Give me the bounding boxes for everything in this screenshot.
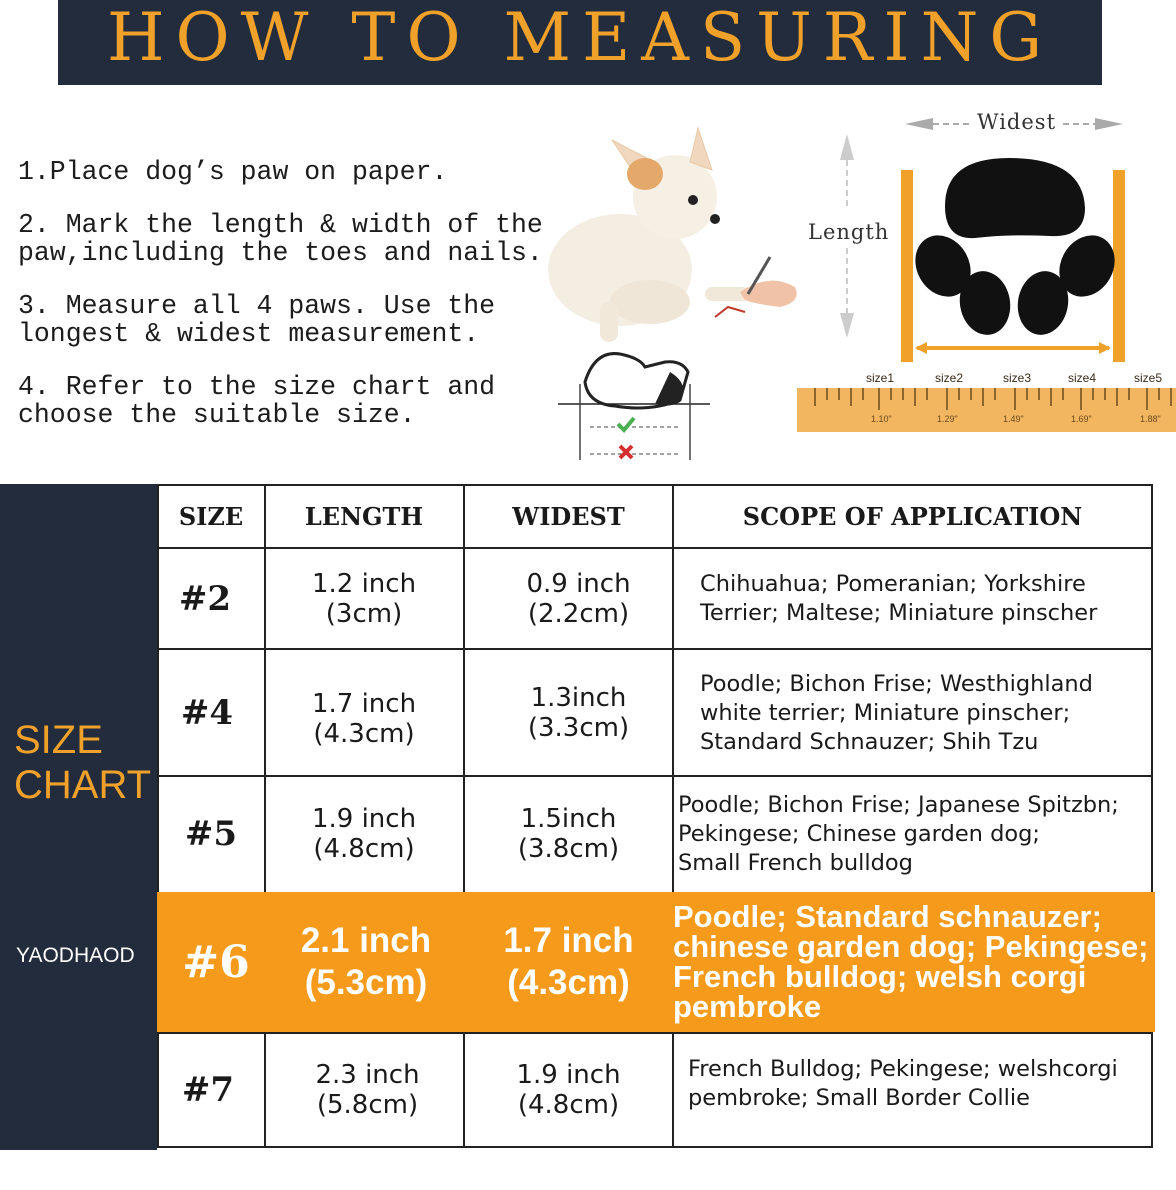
ruler-value: 1.10": [871, 414, 892, 424]
row-widest-6: 1.7 inch (4.3cm): [503, 921, 634, 1002]
table-rule: [157, 1146, 1153, 1148]
row-size-5: #5: [184, 814, 238, 854]
step-2: 2. Mark the length & width of the paw,including the toes and nails.: [18, 210, 543, 268]
table-rule: [1151, 484, 1153, 892]
ruler-size-label: size2: [935, 371, 964, 385]
ruler-value: 1.88": [1140, 414, 1161, 424]
row-length-6: 2.1 inch (5.3cm): [300, 921, 432, 1002]
ruler-value: 1.29": [937, 414, 958, 424]
row-scope-6: Poodle; Standard schnauzer; chinese garden dog; Pekingese; French bulldog; welsh corgi pembroke: [673, 899, 1149, 1024]
row-scope-4: Poodle; Bichon Frise; Westhighland white terrier; Miniature pinscher; Standard Schnauzer; Shih Tzu: [700, 670, 1093, 755]
size-chart-sidebar: [0, 484, 157, 1150]
step-1: 1.Place dog’s paw on paper.: [18, 157, 448, 187]
row-size-4: #4: [180, 693, 234, 733]
row-widest-2: 0.9 inch (2.2cm): [526, 569, 631, 629]
row-length-7: 2.3 inch (5.8cm): [315, 1060, 420, 1120]
row-size-6: #6: [182, 936, 250, 988]
widest-label: Widest: [977, 110, 1057, 134]
ruler-value: 1.49": [1003, 414, 1024, 424]
row-size-7: #7: [181, 1070, 235, 1110]
header-widest: WIDEST: [512, 501, 625, 531]
row-scope-5: Poodle; Bichon Frise; Japanese Spitzbn; Pekingese; Chinese garden dog; Small French bulldog: [678, 791, 1119, 876]
row-length-5: 1.9 inch (4.8cm): [311, 804, 417, 864]
title-banner: [58, 0, 1102, 85]
row-length-2: 1.2 inch (3cm): [311, 569, 417, 629]
step-3: 3. Measure all 4 paws. Use the longest & widest measurement.: [18, 291, 496, 349]
size-chart-title: [0, 718, 157, 808]
ruler-size-label: size3: [1003, 371, 1032, 385]
row-length-4: 1.7 inch (4.3cm): [311, 689, 417, 749]
ruler-size-label: size5: [1134, 371, 1163, 385]
paw-diagram: [795, 108, 1176, 443]
row-widest-4: 1.3inch (3.3cm): [527, 683, 630, 743]
header-scope: SCOPE OF APPLICATION: [742, 501, 1083, 531]
ruler-value: 1.69": [1071, 414, 1092, 424]
size-chart-title-line1: SIZE: [14, 718, 103, 762]
header-length: LENGTH: [304, 501, 424, 531]
header-size: SIZE: [178, 501, 244, 531]
row-widest-7: 1.9 inch (4.8cm): [516, 1060, 621, 1120]
dog-illustration: [530, 122, 810, 467]
row-widest-5: 1.5inch (3.8cm): [517, 804, 620, 864]
size-chart-title-line2: CHART: [14, 763, 152, 807]
row-scope-2: Chihuahua; Pomeranian; Yorkshire Terrier; Maltese; Miniature pinscher: [700, 571, 1098, 626]
size-table: [157, 484, 1153, 1150]
step-4: 4. Refer to the size chart and choose the suitable size.: [18, 372, 496, 430]
row-size-2: #2: [178, 579, 232, 619]
page-title: HOW TO MEASURING: [106, 0, 1054, 76]
ruler-size-label: size4: [1068, 371, 1097, 385]
length-label: Length: [808, 220, 890, 244]
brand-name: YAODHAOD: [16, 944, 135, 967]
row-scope-7: French Bulldog; Pekingese; welshcorgi pembroke; Small Border Collie: [688, 1056, 1118, 1111]
ruler-size-label: size1: [866, 371, 895, 385]
measuring-steps: [18, 157, 543, 454]
table-rule: [1151, 1032, 1153, 1148]
